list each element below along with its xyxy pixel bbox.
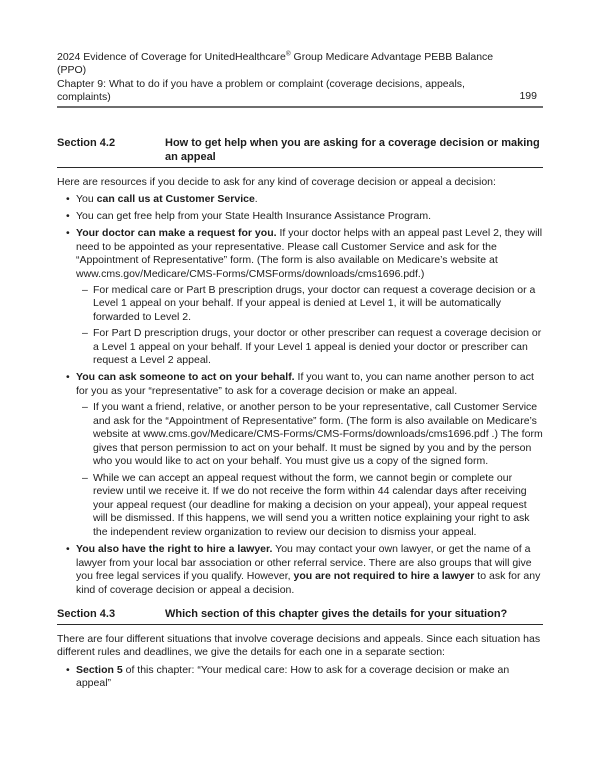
dash-icon: – (82, 471, 88, 484)
header-divider (57, 106, 543, 108)
bullet-free-help-text: You can get free help from your State Health Insurance Assistance Program. (76, 209, 432, 222)
section-4-3-heading (57, 607, 543, 622)
subbullet-rep-deadline-text: While we can accept an appeal request without the form, we cannot begin or complete our review until we receive it. If we do not receive the form within 44 calendar days after receiving your appeal request (our deadline for making a decision on your appeal), your appeal request will be dismissed. If this happens, we will send you a written notice explaining your right to ask the independent review organization to review our decision to dismiss your appeal. (93, 471, 530, 538)
subbullet-rep-form-text: If you want a friend, relative, or another person to be your representative, call Customer Service and ask for the “Appointment of Representative” form. (The form is also available on Medicare’s website at www.cms.gov/Medicare/CMS-Forms/CMS-Forms/downloads/cms1696.pdf .) The form gives that person permission to act on your behalf. It must be signed by you and by the person who you would like to act on your behalf. You must give us a copy of the signed form. (93, 401, 543, 468)
bullet-doctor-request-text: Your doctor can make a request for you. If your doctor helps with an appeal past Level 2, they will need to be appointed as your representative. Please call Customer Service and ask for the “Appointment of Representative” form. (The form is also available on Medicare’s website at www.cms.gov/Medicare/CMS-Forms/CMSForms/downloads/cms1696.pdf.) (76, 226, 543, 280)
subbullet-partd-text: For Part D prescription drugs, your doctor or other prescriber can request a coverage decision or a Level 1 appeal on your behalf. If your Level 1 appeal is denied your doctor or prescriber can request a Level 2 appeal. (93, 327, 542, 367)
section-4-2-label: Section 4.2 (57, 136, 116, 149)
bullet-free-help (57, 210, 543, 224)
page-number: 199 (519, 90, 537, 103)
section-4-2 (57, 136, 543, 598)
section-4-3-label: Section 4.3 (57, 608, 116, 621)
dash-icon: – (82, 327, 88, 340)
section-4-3-title: Which section of this chapter gives the details for your situation? (165, 608, 508, 621)
header-booklet-title: 2024 Evidence of Coverage for UnitedHealthcare® Group Medicare Advantage PEBB Balance (PPO) (57, 50, 494, 77)
section-4-3-divider (57, 624, 543, 625)
bullet-icon: • (66, 192, 70, 205)
subbullet-partd (57, 327, 543, 368)
bullet-icon: • (66, 663, 70, 676)
bullet-section5 (57, 664, 543, 691)
section-4-3 (57, 607, 543, 690)
bullet-icon: • (66, 371, 70, 384)
page-header (57, 51, 543, 105)
section-4-2-divider (57, 167, 543, 168)
bullet-icon: • (66, 542, 70, 555)
bullet-representative-text: You can ask someone to act on your behalf. If you want to, you can name another person to act for you as your “representative” to ask for a coverage decision or make an appeal. (76, 371, 534, 397)
bullet-representative (57, 371, 543, 398)
bullet-section5-text: Section 5 of this chapter: “Your medical care: How to ask for a coverage decision or make an appeal” (76, 663, 510, 690)
section-4-2-heading (57, 136, 543, 165)
header-text (57, 51, 502, 105)
bullet-call-us (57, 193, 543, 207)
section-4-3-intro: There are four different situations that involve coverage decisions and appeals. Since each situation has different rules and deadlines, we give the details for each one in a separate section: (57, 632, 541, 659)
subbullet-rep-form (57, 401, 543, 469)
header-chapter-title: Chapter 9: What to do if you have a problem or complaint (coverage decisions, appeals, complaints) (57, 77, 465, 104)
subbullet-rep-deadline (57, 472, 543, 540)
bullet-lawyer (57, 543, 543, 597)
section-4-2-intro: Here are resources if you decide to ask for any kind of coverage decision or appeal a decision: (57, 175, 496, 188)
section-4-2-title: How to get help when you are asking for a coverage decision or making an appeal (165, 136, 540, 164)
subbullet-medical-partb (57, 284, 543, 325)
bullet-icon: • (66, 226, 70, 239)
subbullet-medical-partb-text: For medical care or Part B prescription drugs, your doctor can request a coverage decision or a Level 1 appeal on your behalf. If your appeal is denied at Level 1, it will be automatically forwarded to Level 2. (93, 283, 536, 323)
bullet-lawyer-text: You also have the right to hire a lawyer. You may contact your own lawyer, or get the name of a lawyer from your local bar association or other referral service. There are also groups that will give you free legal services if you qualify. However, you are not required to hire a lawyer to ask for any kind of coverage decision or appeal a decision. (76, 542, 541, 596)
dash-icon: – (82, 283, 88, 296)
bullet-doctor-request (57, 227, 543, 281)
dash-icon: – (82, 401, 88, 414)
bullet-call-us-text: You can call us at Customer Service. (76, 192, 258, 205)
bullet-icon: • (66, 209, 70, 222)
